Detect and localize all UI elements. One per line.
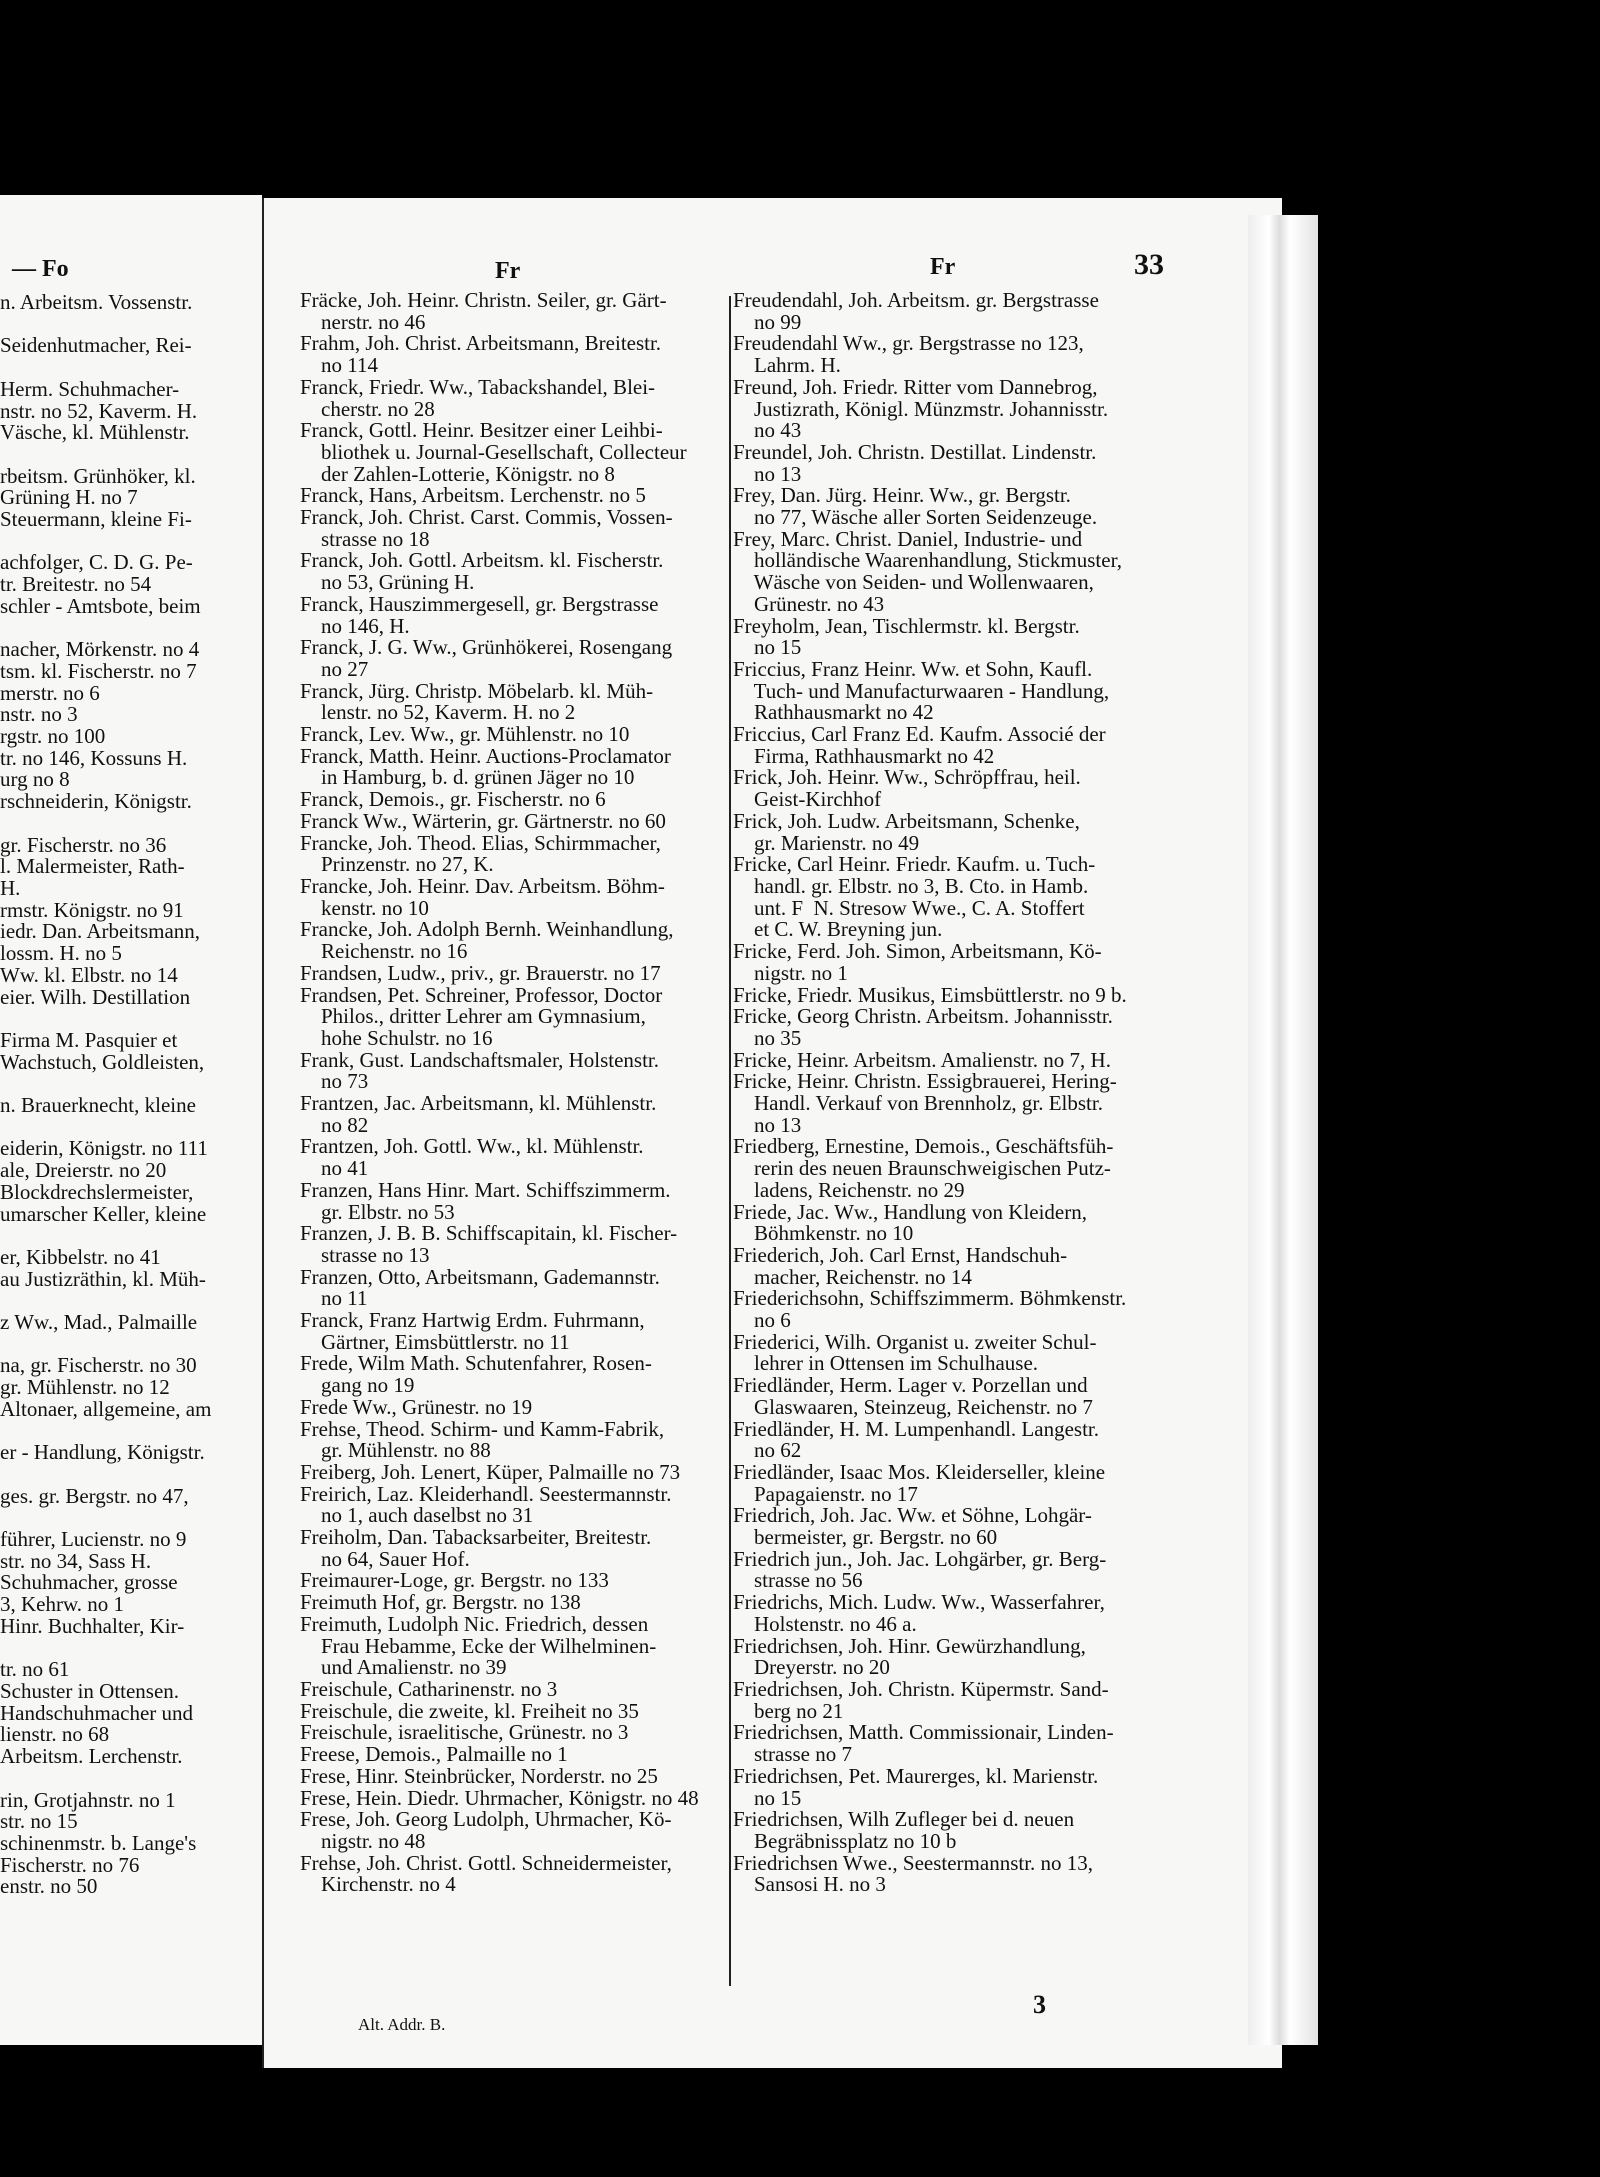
entry-line <box>0 1225 258 1247</box>
entry-line: n. Brauerknecht, kleine <box>0 1093 196 1118</box>
entry-line: Friede, Jac. Ww., Handlung von Kleidern, <box>733 1199 1087 1224</box>
entry-line: no 35 <box>733 1025 802 1050</box>
entry-line: Blockdrechslermeister, <box>0 1179 194 1204</box>
column-divider <box>729 296 731 1986</box>
entry-line: Schuhmacher, grosse <box>0 1570 178 1595</box>
entry-line: na, gr. Fischerstr. no 30 <box>0 1353 197 1378</box>
entry-line: 3, Kehrw. no 1 <box>0 1592 125 1617</box>
entry-line: Freischule, israelitische, Grünestr. no 3 <box>300 1720 629 1745</box>
entry-line: Friedrich jun., Joh. Jac. Lohgärber, gr. Berg- <box>733 1546 1107 1571</box>
entry-line: no 82 <box>300 1112 369 1137</box>
middle-column-header: Fr <box>495 258 521 284</box>
entry-line: Freudendahl, Joh. Arbeitsm. gr. Bergstrasse <box>733 290 1099 312</box>
entry-line: rmstr. Königstr. no 91 <box>0 897 184 922</box>
entry-line <box>0 1334 258 1356</box>
entry-line: Rathhausmarkt no 42 <box>733 700 934 725</box>
entry-line: Firma, Rathhausmarkt no 42 <box>733 743 995 768</box>
entry-line: Gärtner, Eimsbüttlerstr. no 11 <box>300 1329 570 1354</box>
entry-line: no 13 <box>733 1112 802 1137</box>
entry-line: und Amalienstr. no 39 <box>300 1655 507 1680</box>
entry-line: Franck Ww., Wärterin, gr. Gärtnerstr. no 60 <box>300 808 666 833</box>
entry-line: Friedrichsen, Wilh Zufleger bei d. neuen <box>733 1807 1075 1832</box>
entry-line: in Hamburg, b. d. grünen Jäger no 10 <box>300 765 635 790</box>
entry-line: Franck, Matth. Heinr. Auctions-Proclamator <box>300 743 671 768</box>
entry-line: lehrer in Ottensen im Schulhause. <box>733 1351 1039 1376</box>
entry-line: urg no 8 <box>0 767 70 792</box>
entry-line: hohe Schulstr. no 16 <box>300 1025 493 1050</box>
entry-line: Franck, Jürg. Christp. Möbelarb. kl. Müh- <box>300 678 654 703</box>
entry-line: Firma M. Pasquier et <box>0 1027 178 1052</box>
entry-line: rerin des neuen Braunschweigischen Putz- <box>733 1156 1111 1181</box>
entry-line: Frick, Joh. Heinr. Ww., Schröpffrau, heil. <box>733 765 1081 790</box>
entry-line: Schuster in Ottensen. <box>0 1679 180 1703</box>
entry-line: no 15 <box>733 1785 802 1810</box>
entry-line: ale, Dreierstr. no 20 <box>0 1158 167 1183</box>
entry-line: Fischerstr. no 76 <box>0 1852 140 1877</box>
entry-line: au Justizräthin, kl. Müh- <box>0 1266 206 1291</box>
entry-line: Väsche, kl. Mühlenstr. <box>0 420 190 445</box>
entry-line: no 77, Wäsche aller Sorten Seidenzeuge. <box>733 505 1098 530</box>
entry-line: Fricke, Carl Heinr. Friedr. Kaufm. u. Tuch- <box>733 852 1096 877</box>
entry-line: rschneiderin, Königstr. <box>0 789 192 814</box>
entry-line <box>0 1290 258 1312</box>
entry-line: ladens, Reichenstr. no 29 <box>733 1177 965 1202</box>
entry-line: Handschuhmacher und <box>0 1700 194 1725</box>
entry-line: Freese, Demois., Palmaille no 1 <box>300 1742 568 1767</box>
entry-line: Tuch- und Manufacturwaaren - Handlung, <box>733 678 1110 703</box>
entry-line: tr. no 61 <box>0 1657 70 1682</box>
entry-line: handl. gr. Elbstr. no 3, B. Cto. in Hamb. <box>733 873 1089 898</box>
entry-line: str. no 15 <box>0 1809 78 1834</box>
entry-line: führer, Lucienstr. no 9 <box>0 1527 187 1552</box>
left-page-column <box>0 292 258 1898</box>
entry-line: Begräbnissplatz no 10 b <box>733 1828 957 1853</box>
entry-line: Francke, Joh. Adolph Bernh. Weinhandlung, <box>300 917 674 942</box>
entry-line: nstr. no 3 <box>0 702 78 727</box>
entry-line: Francke, Joh. Theod. Elias, Schirmmacher, <box>300 830 661 855</box>
entry-line: Franck, Franz Hartwig Erdm. Fuhrmann, <box>300 1308 645 1333</box>
entry-line: Freiholm, Dan. Tabacksarbeiter, Breitestr. <box>300 1525 652 1550</box>
entry-line: no 146, H. <box>300 613 410 638</box>
entry-line: nigstr. no 48 <box>300 1828 426 1853</box>
entry-line: rbeitsm. Grünhöker, kl. <box>0 463 196 488</box>
entry-line: Friedberg, Ernestine, Demois., Geschäftsfüh- <box>733 1134 1114 1159</box>
entry-line: Freischule, Catharinenstr. no 3 <box>300 1677 558 1701</box>
entry-line: no 64, Sauer Hof. <box>300 1546 470 1571</box>
entry-line: Franck, Demois., gr. Fischerstr. no 6 <box>300 787 606 812</box>
entry-line: gr. Mühlenstr. no 88 <box>300 1438 491 1463</box>
entry-line: Grüning H. no 7 <box>0 485 138 510</box>
entry-line: Fräcke, Joh. Heinr. Christn. Seiler, gr. Gärt- <box>300 290 667 312</box>
entry-line: Frede Ww., Grünestr. no 19 <box>300 1394 533 1419</box>
right-column-header: Fr <box>930 254 956 280</box>
entry-line: no 99 <box>733 309 802 334</box>
entry-line: Friedrichsen, Joh. Hinr. Gewürzhandlung, <box>733 1633 1086 1658</box>
entry-line: Handl. Verkauf von Brennholz, gr. Elbstr. <box>733 1091 1103 1116</box>
entry-line: Friedrichs, Mich. Ludw. Ww., Wasserfahrer, <box>733 1590 1105 1615</box>
entry-line: Arbeitsm. Lerchenstr. <box>0 1744 183 1769</box>
entry-line: no 53, Grüning H. <box>300 570 475 595</box>
entry-line: Freimaurer-Loge, gr. Bergstr. no 133 <box>300 1568 609 1593</box>
entry-line: Kirchenstr. no 4 <box>300 1872 456 1897</box>
entry-line: iedr. Dan. Arbeitsmann, <box>0 919 201 944</box>
entry-line: Frantzen, Joh. Gottl. Ww., kl. Mühlenstr. <box>300 1134 644 1159</box>
entry-line <box>0 1117 258 1139</box>
entry-line: strasse no 13 <box>300 1242 430 1267</box>
entry-line: Wäsche von Seiden- und Wollenwaaren, <box>733 570 1094 595</box>
right-column <box>733 290 1203 1896</box>
entry-line: Reichenstr. no 16 <box>300 939 468 964</box>
entry-line: Freudendahl Ww., gr. Bergstrasse no 123, <box>733 331 1084 356</box>
entry-line <box>0 1073 258 1095</box>
entry-line <box>0 1507 258 1529</box>
entry-line: nacher, Mörkenstr. no 4 <box>0 637 200 662</box>
entry-line: ges. gr. Bergstr. no 47, <box>0 1483 189 1508</box>
entry-line: Frehse, Theod. Schirm- und Kamm-Fabrik, <box>300 1416 665 1441</box>
entry-line <box>0 1638 258 1660</box>
entry-line: Friedländer, Herm. Lager v. Porzellan und <box>733 1373 1088 1398</box>
entry-line: eiderin, Königstr. no 111 <box>0 1136 208 1161</box>
entry-line: Hinr. Buchhalter, Kir- <box>0 1613 185 1638</box>
entry-line: no 73 <box>300 1069 369 1094</box>
entry-line: str. no 34, Sass H. <box>0 1548 152 1573</box>
sheet-number: 3 <box>1033 1990 1046 2019</box>
entry-line: Lahrm. H. <box>733 353 841 378</box>
entry-line: Freimuth Hof, gr. Bergstr. no 138 <box>300 1590 581 1615</box>
entry-line: gr. Marienstr. no 49 <box>733 830 920 855</box>
entry-line: Frandsen, Ludw., priv., gr. Brauerstr. no 17 <box>300 960 661 985</box>
entry-line: no 6 <box>733 1308 791 1333</box>
entry-line: Freund, Joh. Friedr. Ritter vom Dannebrog, <box>733 374 1098 399</box>
entry-line: bliothek u. Journal-Gesellschaft, Collecteur <box>300 439 687 464</box>
entry-line: strasse no 18 <box>300 526 430 551</box>
entry-line: Papagaienstr. no 17 <box>733 1481 918 1506</box>
entry-line: Francke, Joh. Heinr. Dav. Arbeitsm. Böhm- <box>300 873 665 898</box>
entry-line: Friedländer, Isaac Mos. Kleiderseller, kleine <box>733 1459 1106 1484</box>
entry-line: n. Arbeitsm. Vossenstr. <box>0 292 193 314</box>
entry-line: Friccius, Franz Heinr. Ww. et Sohn, Kaufl. <box>733 656 1093 681</box>
entry-line: no 62 <box>733 1438 802 1463</box>
entry-line: Frau Hebamme, Ecke der Wilhelminen- <box>300 1633 657 1658</box>
entry-line: der Zahlen-Lotterie, Königstr. no 8 <box>300 461 615 486</box>
entry-line: Friedrich, Joh. Jac. Ww. et Söhne, Lohgär- <box>733 1503 1092 1528</box>
entry-line: Franck, Gottl. Heinr. Besitzer einer Leihbi- <box>300 418 663 443</box>
entry-line: z Ww., Mad., Palmaille <box>0 1310 198 1335</box>
entry-line: Franck, Friedr. Ww., Tabackshandel, Blei- <box>300 374 656 399</box>
entry-line: Philos., dritter Lehrer am Gymnasium, <box>300 1004 646 1029</box>
entry-line: Geist-Kirchhof <box>733 787 882 812</box>
left-page-header: — Fo <box>12 256 69 282</box>
entry-line: Herm. Schuhmacher- <box>0 376 180 401</box>
entry-line: Friedländer, H. M. Lumpenhandl. Langestr. <box>733 1416 1099 1441</box>
entry-line <box>0 357 258 379</box>
entry-line: Frahm, Joh. Christ. Arbeitsmann, Breitestr. <box>300 331 662 356</box>
entry-line <box>0 314 258 336</box>
entry-line: Altonaer, allgemeine, am <box>0 1396 212 1421</box>
entry-line: Friederich, Joh. Carl Ernst, Handschuh- <box>733 1242 1068 1267</box>
entry-line: Wachstuch, Goldleisten, <box>0 1049 205 1074</box>
entry-line: Dreyerstr. no 20 <box>733 1655 890 1680</box>
entry-line <box>0 444 258 466</box>
entry-line: Freyholm, Jean, Tischlermstr. kl. Bergstr. <box>733 613 1080 638</box>
entry-line: achfolger, C. D. G. Pe- <box>0 550 193 575</box>
entry-line: Freirich, Laz. Kleiderhandl. Seestermannstr. <box>300 1481 672 1506</box>
entry-line: Justizrath, Königl. Münzmstr. Johannisstr. <box>733 396 1109 421</box>
entry-line: Frese, Hinr. Steinbrücker, Norderstr. no 25 <box>300 1763 658 1788</box>
entry-line: Friccius, Carl Franz Ed. Kaufm. Associé der <box>733 722 1106 747</box>
entry-line: no 41 <box>300 1156 369 1181</box>
entry-line: Friedrichsen Wwe., Seestermannstr. no 13, <box>733 1850 1094 1875</box>
entry-line: Frese, Hein. Diedr. Uhrmacher, Königstr. no 48 <box>300 1785 699 1810</box>
entry-line: Friederici, Wilh. Organist u. zweiter Schul- <box>733 1329 1097 1354</box>
entry-line: Frick, Joh. Ludw. Arbeitsmann, Schenke, <box>733 808 1080 833</box>
entry-line <box>0 1008 258 1030</box>
middle-column <box>300 290 730 1896</box>
entry-line: Frehse, Joh. Christ. Gottl. Schneidermeister, <box>300 1850 672 1875</box>
entry-line: unt. F N. Stresow Wwe., C. A. Stoffert <box>733 895 1085 920</box>
entry-line: no 1, auch daselbst no 31 <box>300 1503 534 1528</box>
entry-line: lossm. H. no 5 <box>0 941 122 966</box>
entry-line: gang no 19 <box>300 1373 415 1398</box>
entry-line: Frandsen, Pet. Schreiner, Professor, Doctor <box>300 982 663 1007</box>
entry-line: tsm. kl. Fischerstr. no 7 <box>0 658 197 683</box>
entry-line: gr. Mühlenstr. no 12 <box>0 1375 170 1400</box>
entry-line: Steuermann, kleine Fi- <box>0 507 192 532</box>
entry-line: Franck, Hauszimmergesell, gr. Bergstrasse <box>300 591 659 616</box>
entry-line <box>0 1464 258 1486</box>
entry-line: Frede, Wilm Math. Schutenfahrer, Rosen- <box>300 1351 652 1376</box>
entry-line: Seidenhutmacher, Rei- <box>0 333 192 358</box>
entry-line: no 27 <box>300 656 369 681</box>
entry-line: Sansosi H. no 3 <box>733 1872 886 1897</box>
entry-line: Frank, Gust. Landschaftsmaler, Holstenstr. <box>300 1047 660 1072</box>
entry-line: Franzen, Hans Hinr. Mart. Schiffszimmerm. <box>300 1177 671 1202</box>
entry-line: rin, Grotjahnstr. no 1 <box>0 1787 176 1812</box>
entry-line: no 114 <box>300 353 378 378</box>
entry-line: macher, Reichenstr. no 14 <box>733 1264 972 1289</box>
entry-line: Frese, Joh. Georg Ludolph, Uhrmacher, Kö- <box>300 1807 672 1832</box>
entry-line: Glaswaaren, Steinzeug, Reichenstr. no 7 <box>733 1394 1093 1419</box>
entry-line <box>0 813 258 835</box>
entry-line: kenstr. no 10 <box>300 895 429 920</box>
entry-line: Friederichsohn, Schiffszimmerm. Böhmkenstr. <box>733 1286 1127 1311</box>
entry-line: Franck, J. G. Ww., Grünhökerei, Rosengang <box>300 635 673 660</box>
entry-line: bermeister, gr. Bergstr. no 60 <box>733 1525 998 1550</box>
entry-line: tr. no 146, Kossuns H. <box>0 745 188 770</box>
entry-line: Friedrichsen, Joh. Christn. Küpermstr. Sand- <box>733 1677 1109 1701</box>
entry-line: er, Kibbelstr. no 41 <box>0 1244 161 1269</box>
entry-line: er - Handlung, Königstr. <box>0 1440 205 1465</box>
entry-line: Freischule, die zweite, kl. Freiheit no 35 <box>300 1698 639 1723</box>
entry-line: berg no 21 <box>733 1698 844 1723</box>
entry-line: gr. Elbstr. no 53 <box>300 1199 455 1224</box>
entry-line: Franck, Lev. Ww., gr. Mühlenstr. no 10 <box>300 722 630 747</box>
entry-line: lenstr. no 52, Kaverm. H. no 2 <box>300 700 576 725</box>
entry-line: umarscher Keller, kleine <box>0 1201 207 1226</box>
entry-line: lienstr. no 68 <box>0 1722 110 1747</box>
entry-line: merstr. no 6 <box>0 680 100 705</box>
entry-line: Frey, Marc. Christ. Daniel, Industrie- und <box>733 526 1083 551</box>
entry-line: Ww. kl. Elbstr. no 14 <box>0 962 178 987</box>
entry-line: no 13 <box>733 461 802 486</box>
entry-line: Franck, Joh. Christ. Carst. Commis, Vossen- <box>300 505 673 530</box>
entry-line: Franzen, J. B. B. Schiffscapitain, kl. Fischer- <box>300 1221 678 1246</box>
entry-line: enstr. no 50 <box>0 1874 98 1899</box>
entry-line: Holstenstr. no 46 a. <box>733 1611 917 1636</box>
entry-line: schinenmstr. b. Lange's <box>0 1830 197 1855</box>
entry-line: nstr. no 52, Kaverm. H. <box>0 398 198 423</box>
signature-mark: Alt. Addr. B. <box>358 2015 446 2034</box>
entry-line: Prinzenstr. no 27, K. <box>300 852 494 877</box>
entry-line: et C. W. Breyning jun. <box>733 917 943 942</box>
entry-line: schler - Amtsbote, beim <box>0 593 201 618</box>
entry-line: Franck, Hans, Arbeitsm. Lerchenstr. no 5 <box>300 483 646 508</box>
entry-line: Fricke, Georg Christn. Arbeitsm. Johannisstr. <box>733 1004 1113 1029</box>
entry-line: Fricke, Heinr. Arbeitsm. Amalienstr. no 7, H. <box>733 1047 1111 1072</box>
entry-line: rgstr. no 100 <box>0 724 106 749</box>
entry-line: Freimuth, Ludolph Nic. Friedrich, dessen <box>300 1611 649 1636</box>
entry-line: H. <box>0 875 21 900</box>
entry-line: strasse no 56 <box>733 1568 863 1593</box>
entry-line: no 43 <box>733 418 802 443</box>
entry-line: Franzen, Otto, Arbeitsmann, Gademannstr. <box>300 1264 660 1289</box>
entry-line: Frantzen, Jac. Arbeitsmann, kl. Mühlenstr. <box>300 1091 657 1116</box>
entry-line: strasse no 7 <box>733 1742 852 1767</box>
entry-line: cherstr. no 28 <box>300 396 435 421</box>
entry-line: gr. Fischerstr. no 36 <box>0 832 167 857</box>
page-number: 33 <box>1134 248 1164 281</box>
entry-line: Frey, Dan. Jürg. Heinr. Ww., gr. Bergstr. <box>733 483 1071 508</box>
entry-line: Fricke, Ferd. Joh. Simon, Arbeitsmann, Kö- <box>733 939 1102 964</box>
entry-line: nerstr. no 46 <box>300 309 426 334</box>
entry-line: Grünestr. no 43 <box>733 591 885 616</box>
entry-line: Franck, Joh. Gottl. Arbeitsm. kl. Fischerstr. <box>300 548 664 573</box>
entry-line: l. Malermeister, Rath- <box>0 854 185 879</box>
entry-line <box>0 531 258 553</box>
entry-line: no 15 <box>733 635 802 660</box>
entry-line: Freiberg, Joh. Lenert, Küper, Palmaille no 73 <box>300 1459 681 1484</box>
entry-line <box>0 1768 258 1790</box>
entry-line <box>0 1421 258 1443</box>
entry-line: Friedrichsen, Pet. Maurerges, kl. Marienstr. <box>733 1763 1099 1788</box>
entry-line: no 11 <box>300 1286 368 1311</box>
entry-line: eier. Wilh. Destillation <box>0 984 191 1009</box>
entry-line: holländische Waarenhandlung, Stickmuster, <box>733 548 1122 573</box>
entry-line: Böhmkenstr. no 10 <box>733 1221 914 1246</box>
entry-line: nigstr. no 1 <box>733 960 848 985</box>
entry-line: tr. Breitestr. no 54 <box>0 572 152 597</box>
entry-line: Fricke, Heinr. Christn. Essigbrauerei, Hering- <box>733 1069 1117 1094</box>
entry-line <box>0 618 258 640</box>
page-edge <box>1248 215 1318 2045</box>
entry-line: Friedrichsen, Matth. Commissionair, Linden- <box>733 1720 1114 1745</box>
entry-line: Freundel, Joh. Christn. Destillat. Lindenstr. <box>733 439 1097 464</box>
entry-line: Fricke, Friedr. Musikus, Eimsbüttlerstr. no 9 b. <box>733 982 1127 1007</box>
